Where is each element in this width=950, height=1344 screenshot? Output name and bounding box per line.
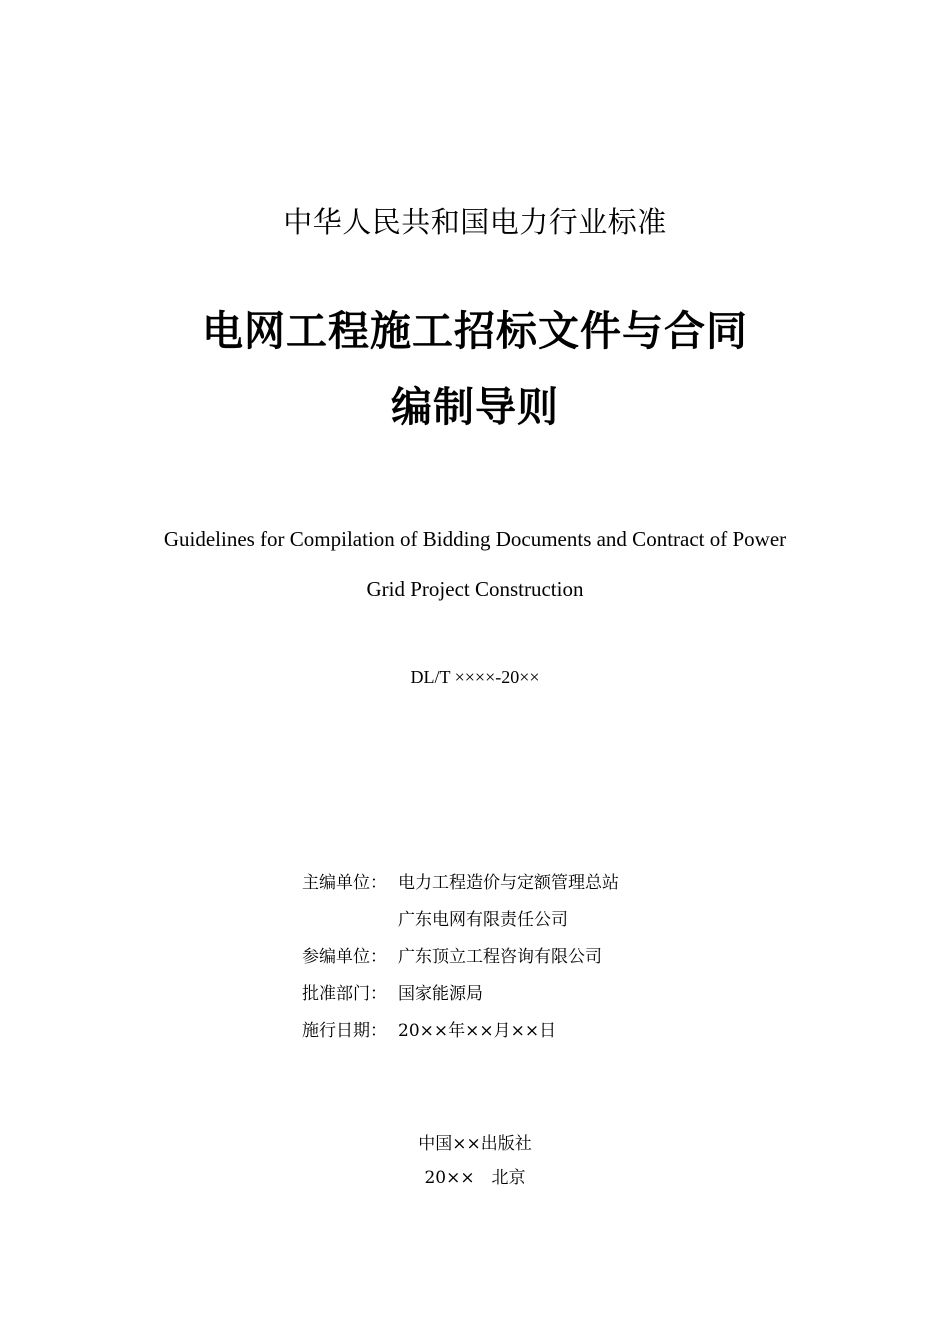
- info-value: 国家能源局: [398, 984, 483, 1004]
- document-title-line-2: 编制导则: [391, 383, 559, 431]
- standard-code: DL/T ××××-20××: [410, 667, 540, 687]
- info-value: 电力工程造价与定额管理总站: [398, 873, 619, 893]
- info-row-approving-department: [302, 979, 619, 1016]
- english-title-line-1: Guidelines for Compilation of Bidding Documents and Contract of Power: [163, 527, 787, 551]
- editorial-info-block: [302, 868, 619, 1053]
- info-label: 参编单位：: [302, 947, 387, 967]
- info-label: 施行日期：: [302, 1021, 387, 1041]
- info-label: [302, 905, 398, 942]
- publisher-name: 中国××出版社: [418, 1134, 532, 1154]
- english-title-line-2: Grid Project Construction: [366, 577, 584, 601]
- info-row-chief-editor: [302, 868, 619, 905]
- info-value: 广东电网有限责任公司: [398, 910, 568, 930]
- info-value: 广东顶立工程咨询有限公司: [398, 947, 602, 967]
- info-label: 主编单位：: [302, 873, 387, 893]
- publication-year-place: 20×× 北京: [424, 1168, 526, 1188]
- industry-standard-heading: 中华人民共和国电力行业标准: [283, 205, 667, 239]
- document-title-line-1: 电网工程施工招标文件与合同: [202, 307, 748, 355]
- info-row-effective-date: [302, 1016, 619, 1053]
- info-row-participating-unit: [302, 942, 619, 979]
- info-row-chief-editor-2: [302, 905, 619, 942]
- info-label: 批准部门：: [302, 984, 387, 1004]
- info-value: 20××年××月××日: [398, 1021, 557, 1041]
